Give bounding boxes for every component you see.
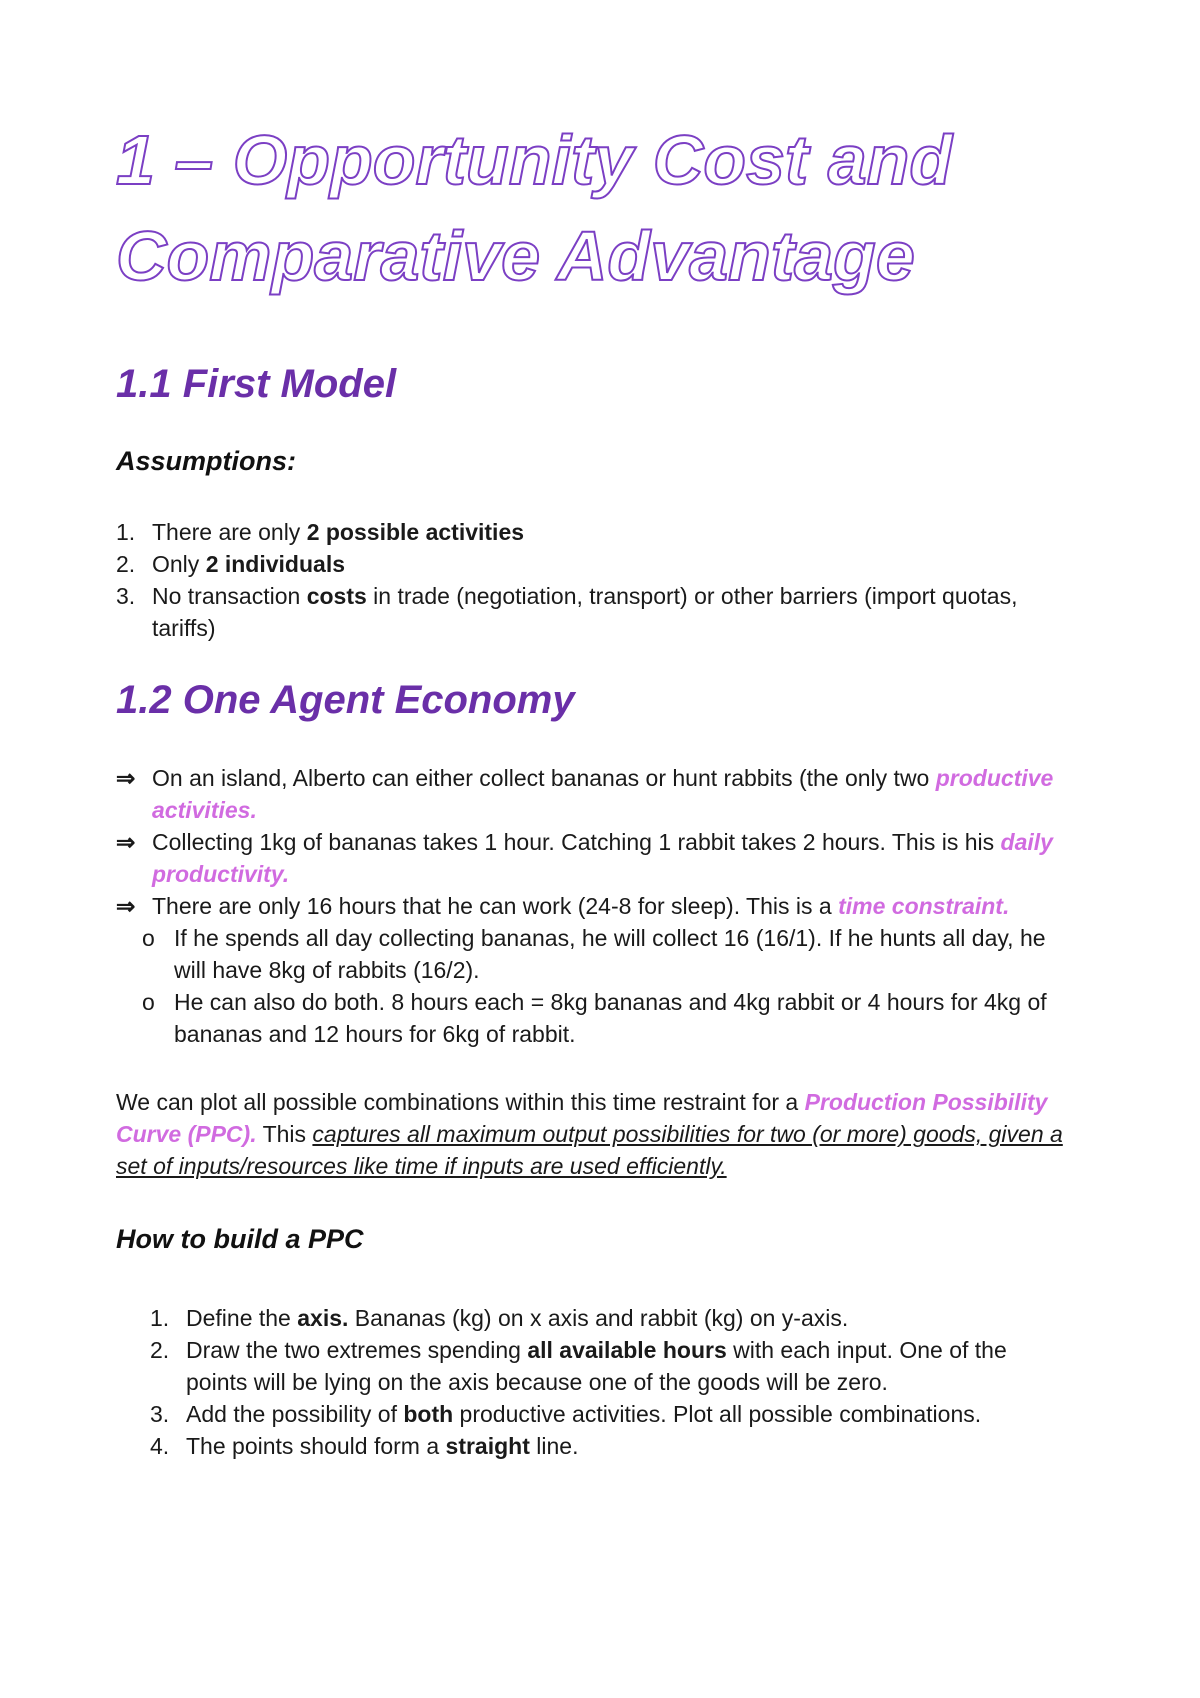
sub-bullet-list bbox=[116, 922, 1076, 1050]
how-to-build-heading: How to build a PPC bbox=[116, 1224, 364, 1254]
title-line-1: 1 – Opportunity Cost and bbox=[116, 121, 953, 199]
circle-bullet-icon: o bbox=[142, 925, 155, 951]
list-item: 3. Add the possibility of both productive activities. Plot all possible combinations. bbox=[150, 1401, 982, 1427]
section-heading-one-agent-economy: 1.2 One Agent Economy bbox=[116, 678, 575, 722]
sub-list-item: o He can also do both. 8 hours each = 8kg bananas and 4kg rabbit or 4 hours for 4kg of bananas and 12 hours for 6kg of rabbit. bbox=[116, 986, 1076, 1050]
title-line-2: Comparative Advantage bbox=[116, 217, 915, 295]
list-item: 1. There are only 2 possible activities bbox=[116, 519, 525, 545]
assumptions-list bbox=[116, 516, 1076, 644]
circle-bullet-icon: o bbox=[142, 989, 155, 1015]
assumptions-label: Assumptions: bbox=[116, 446, 297, 476]
economy-bullet-list bbox=[116, 762, 1076, 1050]
list-item: 3. No transaction costs in trade (negotiation, transport) or other barriers (import quotas, tariffs) bbox=[116, 583, 1018, 641]
list-item: 2. Only 2 individuals bbox=[116, 551, 346, 577]
section-heading-first-model: 1.1 First Model bbox=[116, 362, 397, 406]
ppc-paragraph: We can plot all possible combinations within this time restraint for a Production Possibility Curve (PPC). This captures all maximum output possibilities for two (or more) goods, given a set of inputs/resources like time if inputs are used efficiently. bbox=[116, 1089, 1063, 1179]
list-item: ⇒ Collecting 1kg of bananas takes 1 hour. Catching 1 rabbit takes 2 hours. This is his daily productivity. bbox=[116, 826, 1076, 890]
ppc-steps-list bbox=[150, 1302, 1070, 1462]
arrow-bullet-icon: ⇒ bbox=[116, 829, 136, 855]
list-item: ⇒ On an island, Alberto can either collect bananas or hunt rabbits (the only two productive activities. bbox=[116, 762, 1076, 826]
list-item: 1. Define the axis. Bananas (kg) on x axis and rabbit (kg) on y-axis. bbox=[150, 1305, 849, 1331]
list-item: ⇒ There are only 16 hours that he can work (24-8 for sleep). This is a time constraint. o If he spends all day collecting bananas, he will collect 16 (16/1). If he hunts all day, he will have 8kg of rabbits (16/2). o He can also do both. 8 hours each = 8kg bananas and 4kg rabbit or 4 hours for 4kg of bananas and 12 hours for 6kg of rabbit. bbox=[116, 890, 1076, 1050]
list-item: 4. The points should form a straight line. bbox=[150, 1433, 579, 1459]
arrow-bullet-icon: ⇒ bbox=[116, 765, 136, 791]
sub-list-item: o If he spends all day collecting bananas, he will collect 16 (16/1). If he hunts all day, he will have 8kg of rabbits (16/2). bbox=[116, 922, 1076, 986]
page-title bbox=[116, 112, 1116, 304]
list-item: 2. Draw the two extremes spending all available hours with each input. One of the points will be lying on the axis because one of the goods will be zero. bbox=[150, 1337, 1007, 1395]
arrow-bullet-icon: ⇒ bbox=[116, 893, 136, 919]
